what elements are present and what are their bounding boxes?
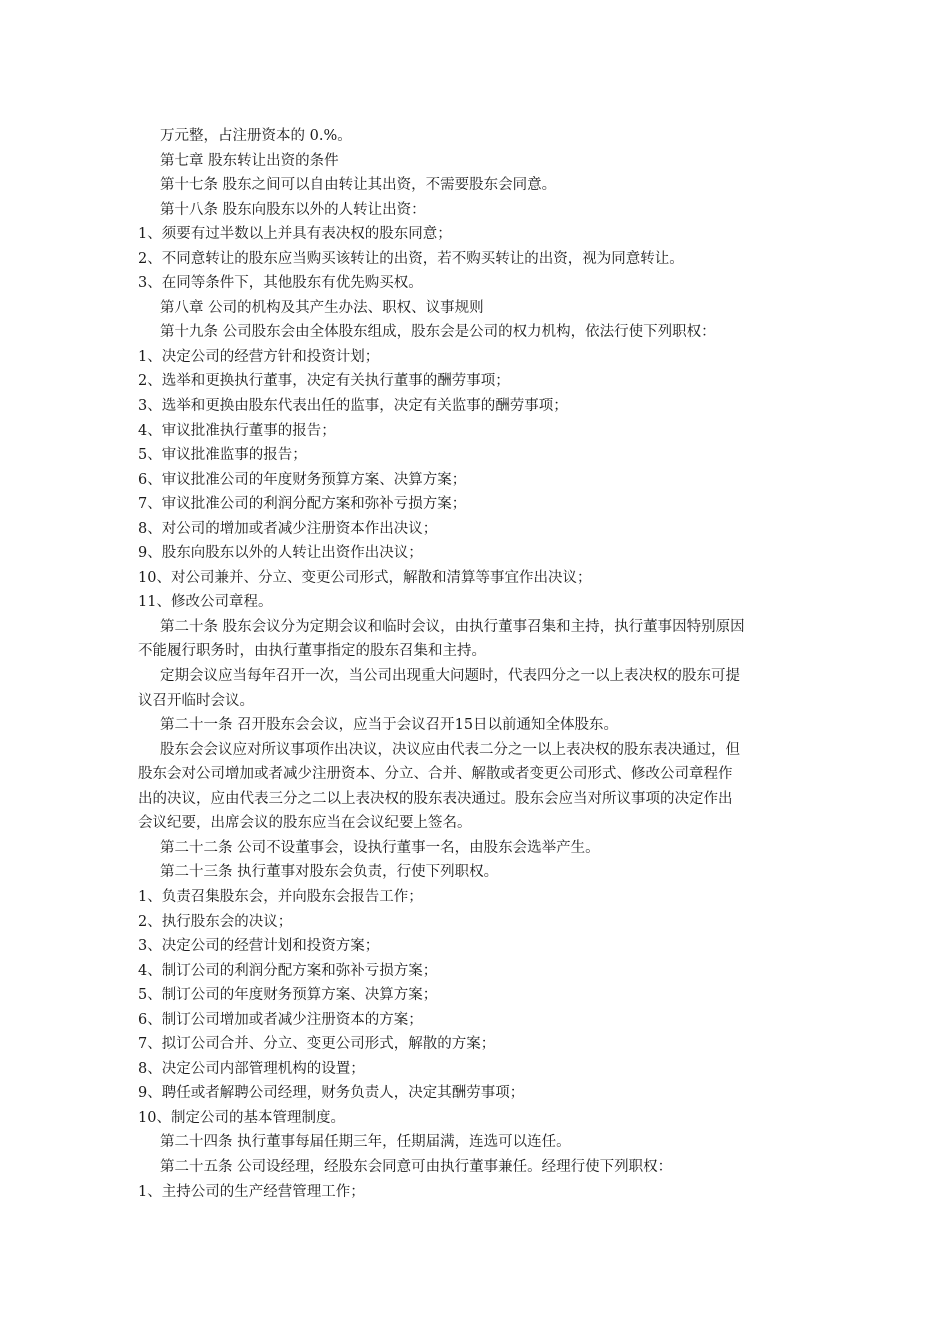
document-line: 5、审议批准监事的报告； <box>138 447 307 464</box>
document-line: 3、选举和更换由股东代表出任的监事，决定有关监事的酬劳事项； <box>138 398 568 415</box>
document-line: 3、在同等条件下，其他股东有优先购买权。 <box>138 275 423 292</box>
document-line: 1、决定公司的经营方针和投资计划； <box>138 348 380 365</box>
document-line: 4、审议批准执行董事的报告； <box>138 422 336 439</box>
document-line: 10、对公司兼并、分立、变更公司形式，解散和清算等事宜作出决议； <box>138 569 592 586</box>
document-line: 7、拟订公司合并、分立、变更公司形式，解散的方案； <box>138 1036 496 1053</box>
document-line: 7、审议批准公司的利润分配方案和弥补亏损方案； <box>138 496 467 513</box>
document-line: 1、主持公司的生产经营管理工作； <box>138 1183 365 1200</box>
document-line: 1、负责召集股东会，并向股东会报告工作； <box>138 888 423 905</box>
document-line: 2、选举和更换执行董事，决定有关执行董事的酬劳事项； <box>138 373 510 390</box>
document-line: 第八章 公司的机构及其产生办法、职权、议事规则 <box>160 299 484 316</box>
document-line: 第七章 股东转让出资的条件 <box>160 152 339 169</box>
document-line: 8、决定公司内部管理机构的设置； <box>138 1060 365 1077</box>
document-line: 议召开临时会议。 <box>138 692 254 709</box>
document-line: 11、修改公司章程。 <box>138 594 273 611</box>
document-line: 第二十一条 召开股东会会议，应当于会议召开15日以前通知全体股东。 <box>160 717 619 734</box>
document-line: 第二十五条 公司设经理，经股东会同意可由执行董事兼任。经理行使下列职权： <box>160 1158 673 1175</box>
document-line: 4、制订公司的利润分配方案和弥补亏损方案； <box>138 962 438 979</box>
document-line: 定期会议应当每年召开一次，当公司出现重大问题时，代表四分之一以上表决权的股东可提 <box>160 668 740 685</box>
document-line: 2、不同意转让的股东应当购买该转让的出资，若不购买转让的出资，视为同意转让。 <box>138 250 684 267</box>
document-line: 第二十条 股东会议分为定期会议和临时会议，由执行董事召集和主持，执行董事因特别原因 <box>160 618 745 635</box>
document-line: 第二十三条 执行董事对股东会负责，行使下列职权。 <box>160 864 499 881</box>
document-line: 第二十二条 公司不设董事会，设执行董事一名，由股东会选举产生。 <box>160 839 600 856</box>
document-line: 第十八条 股东向股东以外的人转让出资： <box>160 201 426 218</box>
document-line: 6、审议批准公司的年度财务预算方案、决算方案； <box>138 471 467 488</box>
document-line: 9、股东向股东以外的人转让出资作出决议； <box>138 545 423 562</box>
document-line: 5、制订公司的年度财务预算方案、决算方案； <box>138 987 438 1004</box>
document-line: 1、须要有过半数以上并具有表决权的股东同意； <box>138 226 452 243</box>
document-line: 股东会会议应对所议事项作出决议，决议应由代表二分之一以上表决权的股东表决通过，但 <box>160 741 740 758</box>
document-line: 2、执行股东会的决议； <box>138 913 293 930</box>
document-line: 10、制定公司的基本管理制度。 <box>138 1109 345 1126</box>
document-line: 会议纪要，出席会议的股东应当在会议纪要上签名。 <box>138 815 472 832</box>
document-line: 8、对公司的增加或者减少注册资本作出决议； <box>138 520 438 537</box>
document-line: 第二十四条 执行董事每届任期三年，任期届满，连选可以连任。 <box>160 1134 571 1151</box>
document-line: 股东会对公司增加或者减少注册资本、分立、合并、解散或者变更公司形式、修改公司章程作 <box>138 766 733 783</box>
document-page <box>138 124 818 1204</box>
document-line: 出的决议，应由代表三分之二以上表决权的股东表决通过。股东会应当对所议事项的决定作出 <box>138 790 733 807</box>
document-line: 万元整，占注册资本的 0.%。 <box>160 128 352 144</box>
document-line: 不能履行职务时，由执行董事指定的股东召集和主持。 <box>138 643 486 660</box>
document-line: 3、决定公司的经营计划和投资方案； <box>138 938 380 955</box>
document-line: 第十七条 股东之间可以自由转让其出资，不需要股东会同意。 <box>160 177 557 194</box>
document-line: 9、聘任或者解聘公司经理，财务负责人，决定其酬劳事项； <box>138 1085 525 1102</box>
document-line: 6、制订公司增加或者减少注册资本的方案； <box>138 1011 423 1028</box>
document-line: 第十九条 公司股东会由全体股东组成，股东会是公司的权力机构，依法行使下列职权： <box>160 324 716 341</box>
